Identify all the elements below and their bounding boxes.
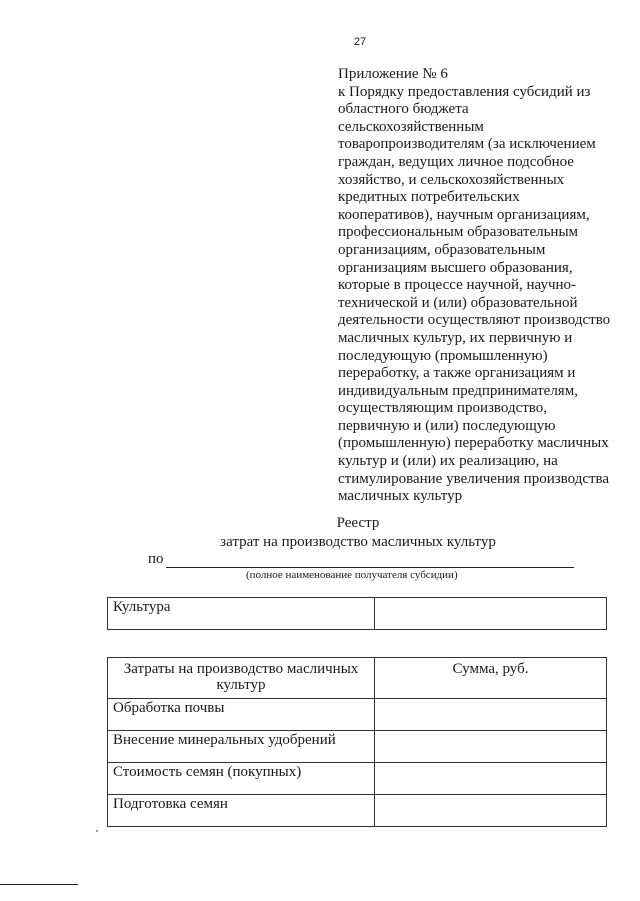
page-number: 27 [353,36,367,48]
registry-title: Реестр [336,515,380,531]
amount-cell[interactable] [375,795,607,827]
appendix-line: осуществляющим производство, [338,400,548,417]
appendix-line: деятельности осуществляют производство [338,312,611,329]
appendix-line: индивидуальным предпринимателям, [338,382,578,399]
appendix-line: областного бюджета [338,101,469,118]
appendix-line: организациям высшего образования, [338,259,573,276]
culture-table [107,597,607,630]
amount-header: Сумма, руб. [375,658,607,699]
costs-table [107,657,607,827]
table-header-row [108,658,607,699]
table-row [108,763,607,795]
amount-cell[interactable] [375,699,607,731]
appendix-line: культур и (или) их реализацию, на [338,453,558,470]
appendix-header [338,66,620,506]
footnote-separator [0,884,78,885]
cost-item: Стоимость семян (покупных) [108,763,375,795]
appendix-line: профессиональным образовательным [338,224,579,241]
appendix-line: (промышленную) переработку масличных [338,435,609,452]
appendix-line: масличных культур, их первичную и [338,329,573,346]
amount-cell[interactable] [375,731,607,763]
recipient-hint: (полное наименование получателя субсидии) [246,569,458,581]
table-row [108,699,607,731]
cost-item: Подготовка семян [108,795,375,827]
recipient-row [148,551,574,568]
table-row [108,731,607,763]
appendix-line: сельскохозяйственным [338,118,484,135]
appendix-line: стимулирование увеличения производства [338,470,610,487]
costs-header: Затраты на производство масличных культур [108,658,375,699]
recipient-prefix: по [148,551,164,567]
appendix-line: первичную и (или) последующую [338,417,556,434]
amount-cell[interactable] [375,763,607,795]
appendix-line: которые в процессе научной, научно- [338,277,577,294]
appendix-line: переработку, а также организациям и [338,365,576,382]
table-row [108,598,607,630]
appendix-line: к Порядку предоставления субсидий из [338,83,591,100]
appendix-line: граждан, ведущих личное подсобное [338,153,574,170]
appendix-line: кооперативов), научным организациям, [338,206,590,223]
appendix-line: Приложение № 6 [338,66,448,82]
appendix-line: масличных культур [338,488,463,505]
cost-item: Внесение минеральных удобрений [108,731,375,763]
culture-label: Культура [108,598,375,630]
scan-mark [96,830,98,832]
cost-item: Обработка почвы [108,699,375,731]
registry-subtitle: затрат на производство масличных культур [220,534,496,550]
table-row [108,795,607,827]
recipient-name-field[interactable] [166,553,574,568]
appendix-line: кредитных потребительских [338,189,520,206]
appendix-line: товаропроизводителям (за исключением [338,136,596,153]
appendix-line: организациям, образовательным [338,241,546,258]
appendix-line: технической и (или) образовательной [338,294,578,311]
appendix-line: последующую (промышленную) [338,347,548,364]
appendix-line: хозяйство, и сельскохозяйственных [338,171,565,188]
culture-value-cell[interactable] [375,598,607,630]
